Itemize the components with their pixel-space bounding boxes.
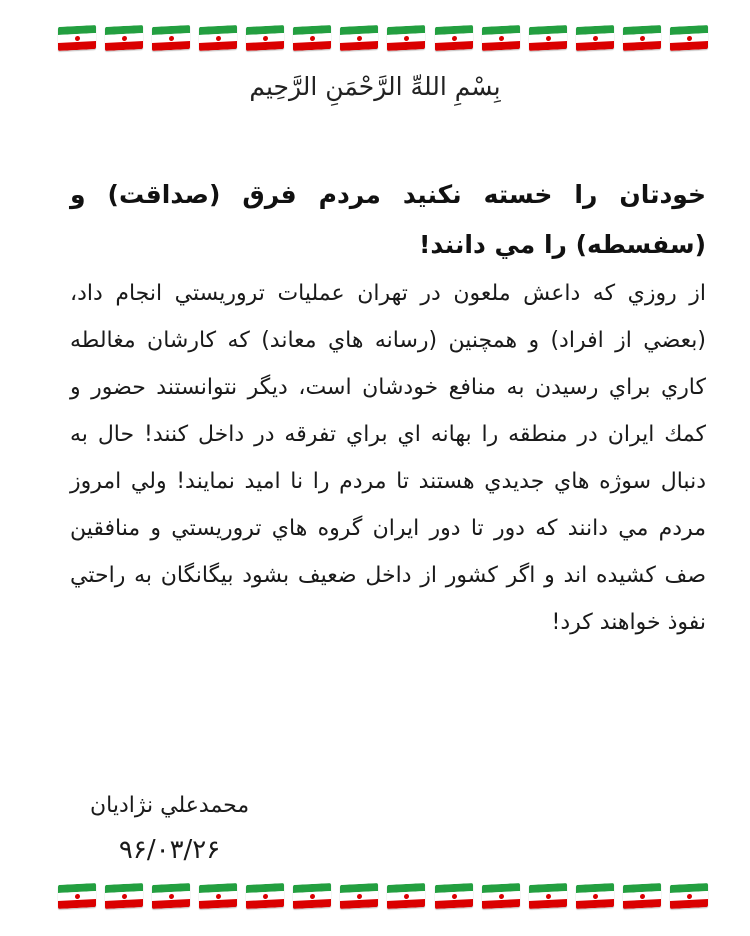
iran-flag-icon — [293, 25, 331, 51]
iran-flag-icon — [340, 883, 378, 909]
iran-flag-icon — [623, 25, 661, 51]
article — [70, 170, 706, 646]
bottom-flag-border — [58, 884, 708, 910]
iran-flag-icon — [105, 25, 143, 51]
iran-flag-icon — [576, 25, 614, 51]
iran-flag-icon — [340, 25, 378, 51]
iran-flag-icon — [529, 25, 567, 51]
iran-flag-icon — [58, 25, 96, 51]
iran-flag-icon — [576, 883, 614, 909]
iran-flag-icon — [105, 883, 143, 909]
iran-flag-icon — [529, 883, 567, 909]
iran-flag-icon — [199, 25, 237, 51]
iran-flag-icon — [199, 883, 237, 909]
iran-flag-icon — [670, 883, 708, 909]
iran-flag-icon — [152, 25, 190, 51]
iran-flag-icon — [387, 25, 425, 51]
basmala: بِسْمِ اللهِّ الرَّحْمَنِ الرَّحِيم — [249, 72, 501, 101]
date: ۹۶/۰۳/۲۶ — [118, 835, 221, 865]
iran-flag-icon — [482, 883, 520, 909]
body-text: از روزي كه داعش ملعون در تهران عمليات تروريستي انجام داد، (بعضي از افراد) و همچنين (رسانه هاي معاند) كه كارشان مغالطه كاري براي رسيدن به منافع خودشان است، ديگر نتوانستند حضور و كمك ايران در منطقه را بهانه اي براي تفرقه در داخل كنند! حال به دنبال سوژه هاي جديدي هستند تا مردم را نا اميد نمايند! ولي امروز مردم مي دانند كه دور تا دور ايران گروه هاي تروريستي و منافقين صف كشيده اند و اگر كشور از داخل ضعيف بشود بيگانگان به راحتي نفوذ خواهند كرد! — [70, 281, 706, 635]
iran-flag-icon — [435, 25, 473, 51]
iran-flag-icon — [435, 883, 473, 909]
author-name: محمدعلي نژاديان — [90, 793, 250, 818]
headline: خودتان را خسته نكنيد مردم فرق (صداقت) و (سفسطه) را مي دانند! — [70, 180, 706, 259]
iran-flag-icon — [58, 883, 96, 909]
iran-flag-icon — [293, 883, 331, 909]
iran-flag-icon — [623, 883, 661, 909]
iran-flag-icon — [152, 883, 190, 909]
iran-flag-icon — [246, 883, 284, 909]
top-flag-border — [58, 26, 708, 52]
iran-flag-icon — [670, 25, 708, 51]
iran-flag-icon — [482, 25, 520, 51]
signature-block — [90, 790, 249, 868]
iran-flag-icon — [246, 25, 284, 51]
iran-flag-icon — [387, 883, 425, 909]
